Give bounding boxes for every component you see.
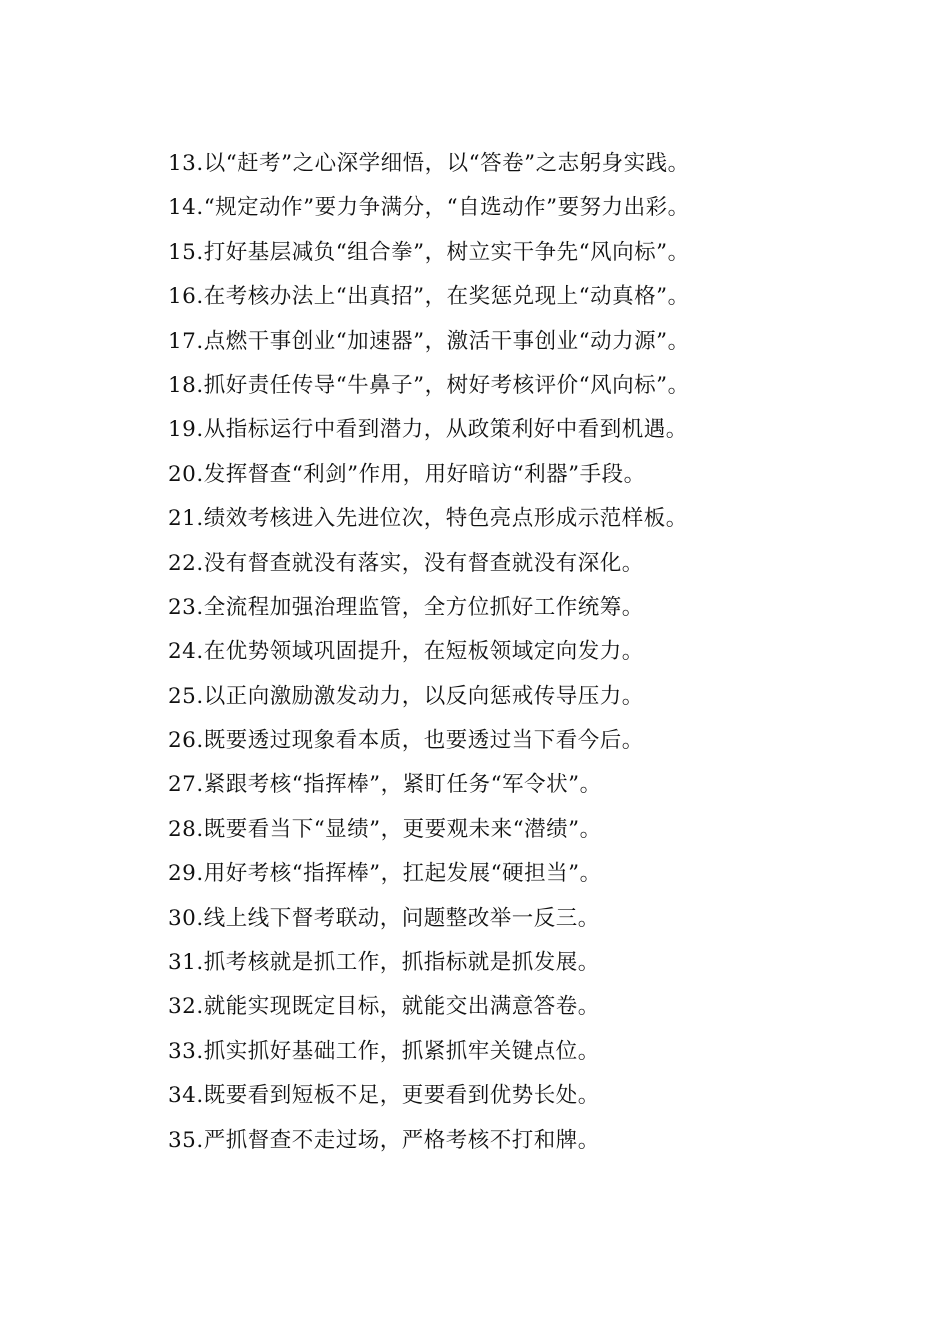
- slogan-line-29: 29.用好考核“指挥棒”，扛起发展“硬担当”。: [168, 861, 602, 887]
- slogan-line-35: 35.严抓督查不走过场，严格考核不打和牌。: [168, 1127, 600, 1153]
- slogan-line-25: 25.以正向激励激发动力，以反向惩戒传导压力。: [168, 683, 644, 709]
- slogan-line-22: 22.没有督查就没有落实，没有督查就没有深化。: [168, 550, 644, 576]
- slogan-line-30: 30.线上线下督考联动，问题整改举一反三。: [168, 905, 600, 931]
- slogan-line-13: 13.以“赶考”之心深学细悟，以“答卷”之志躬身实践。: [168, 151, 690, 176]
- slogan-line-16: 16.在考核办法上“出真招”，在奖惩兑现上“动真格”。: [168, 284, 690, 310]
- slogan-line-20: 20.发挥督查“利剑”作用，用好暗访“利器”手段。: [168, 461, 646, 487]
- slogan-line-21: 21.绩效考核进入先进位次，特色亮点形成示范样板。: [168, 506, 688, 532]
- slogan-line-28: 28.既要看当下“显绩”，更要观未来“潜绩”。: [168, 816, 602, 842]
- slogan-line-23: 23.全流程加强治理监管，全方位抓好工作统筹。: [168, 594, 644, 620]
- slogan-line-19: 19.从指标运行中看到潜力，从政策利好中看到机遇。: [168, 417, 688, 443]
- slogan-line-33: 33.抓实抓好基础工作，抓紧抓牢关键点位。: [168, 1038, 600, 1064]
- slogan-line-14: 14.“规定动作”要力争满分，“自选动作”要努力出彩。: [168, 195, 690, 221]
- slogan-line-24: 24.在优势领域巩固提升，在短板领域定向发力。: [168, 639, 644, 665]
- slogan-line-27: 27.紧跟考核“指挥棒”，紧盯任务“军令状”。: [168, 772, 602, 798]
- slogan-line-18: 18.抓好责任传导“牛鼻子”，树好考核评价“风向标”。: [168, 372, 690, 398]
- slogan-line-34: 34.既要看到短板不足，更要看到优势长处。: [168, 1083, 600, 1109]
- slogan-line-26: 26.既要透过现象看本质，也要透过当下看今后。: [168, 728, 644, 754]
- slogan-line-32: 32.就能实现既定目标，就能交出满意答卷。: [168, 994, 600, 1020]
- slogan-line-31: 31.抓考核就是抓工作，抓指标就是抓发展。: [168, 950, 600, 976]
- slogan-line-17: 17.点燃干事创业“加速器”，激活干事创业“动力源”。: [168, 328, 690, 354]
- slogan-line-15: 15.打好基层减负“组合拳”，树立实干争先“风向标”。: [168, 239, 690, 265]
- slogan-list: [168, 142, 828, 1163]
